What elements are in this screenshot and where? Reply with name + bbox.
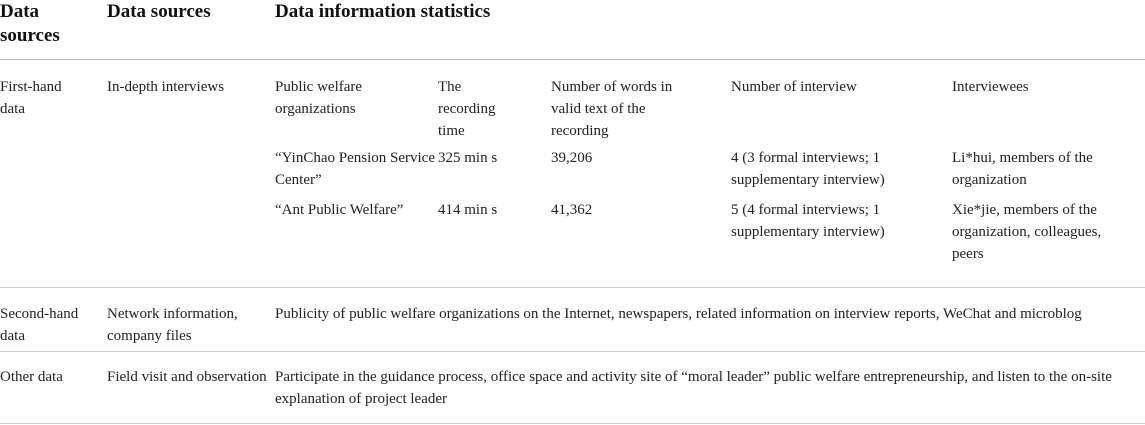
subheader-organizations: Public welfare organizations [275, 79, 363, 117]
second-hand-source: Network information, company files [107, 306, 238, 344]
section-rule [0, 351, 1145, 352]
subheader-recording-time: The recording time [438, 79, 496, 139]
row-word-count: 39,206 [551, 150, 593, 166]
header-data-sources: Data sources [107, 1, 211, 22]
row-interview-count: 4 (3 formal interviews; 1 supplementary interview) [731, 150, 885, 188]
row-interviewees: Xie*jie, members of the organization, colleagues, peers [952, 202, 1102, 262]
second-hand-statistics: Publicity of public welfare organizations on the Internet, newspapers, related information on interview reports, WeChat and microblog [275, 306, 1082, 322]
header-rule [0, 59, 1145, 60]
second-hand-category: Second-hand data [0, 306, 79, 344]
first-hand-category: First-hand data [0, 79, 62, 117]
section-rule [0, 287, 1145, 288]
first-hand-source: In-depth interviews [107, 79, 225, 95]
row-organization: “YinChao Pension Service Center” [275, 150, 435, 188]
row-interviewees: Li*hui, members of the organization [952, 150, 1093, 188]
row-recording-time: 325 min s [438, 150, 498, 166]
table-bottom-rule [0, 423, 1145, 424]
other-source: Field visit and observation [107, 369, 267, 385]
subheader-interviewees: Interviewees [952, 79, 1029, 95]
row-recording-time: 414 min s [438, 202, 498, 218]
row-organization: “Ant Public Welfare” [275, 202, 404, 218]
header-data-sources-category: Data sources [0, 1, 60, 46]
row-word-count: 41,362 [551, 202, 593, 218]
subheader-interview-count: Number of interview [731, 79, 857, 95]
other-category: Other data [0, 369, 63, 385]
other-statistics: Participate in the guidance process, office space and activity site of “moral leader” public welfare entrepreneurship, and listen to the on-site explanation of project leader [275, 369, 1112, 407]
subheader-word-count: Number of words in valid text of the recording [551, 79, 673, 139]
row-interview-count: 5 (4 formal interviews; 1 supplementary interview) [731, 202, 885, 240]
header-data-information-statistics: Data information statistics [275, 1, 491, 22]
